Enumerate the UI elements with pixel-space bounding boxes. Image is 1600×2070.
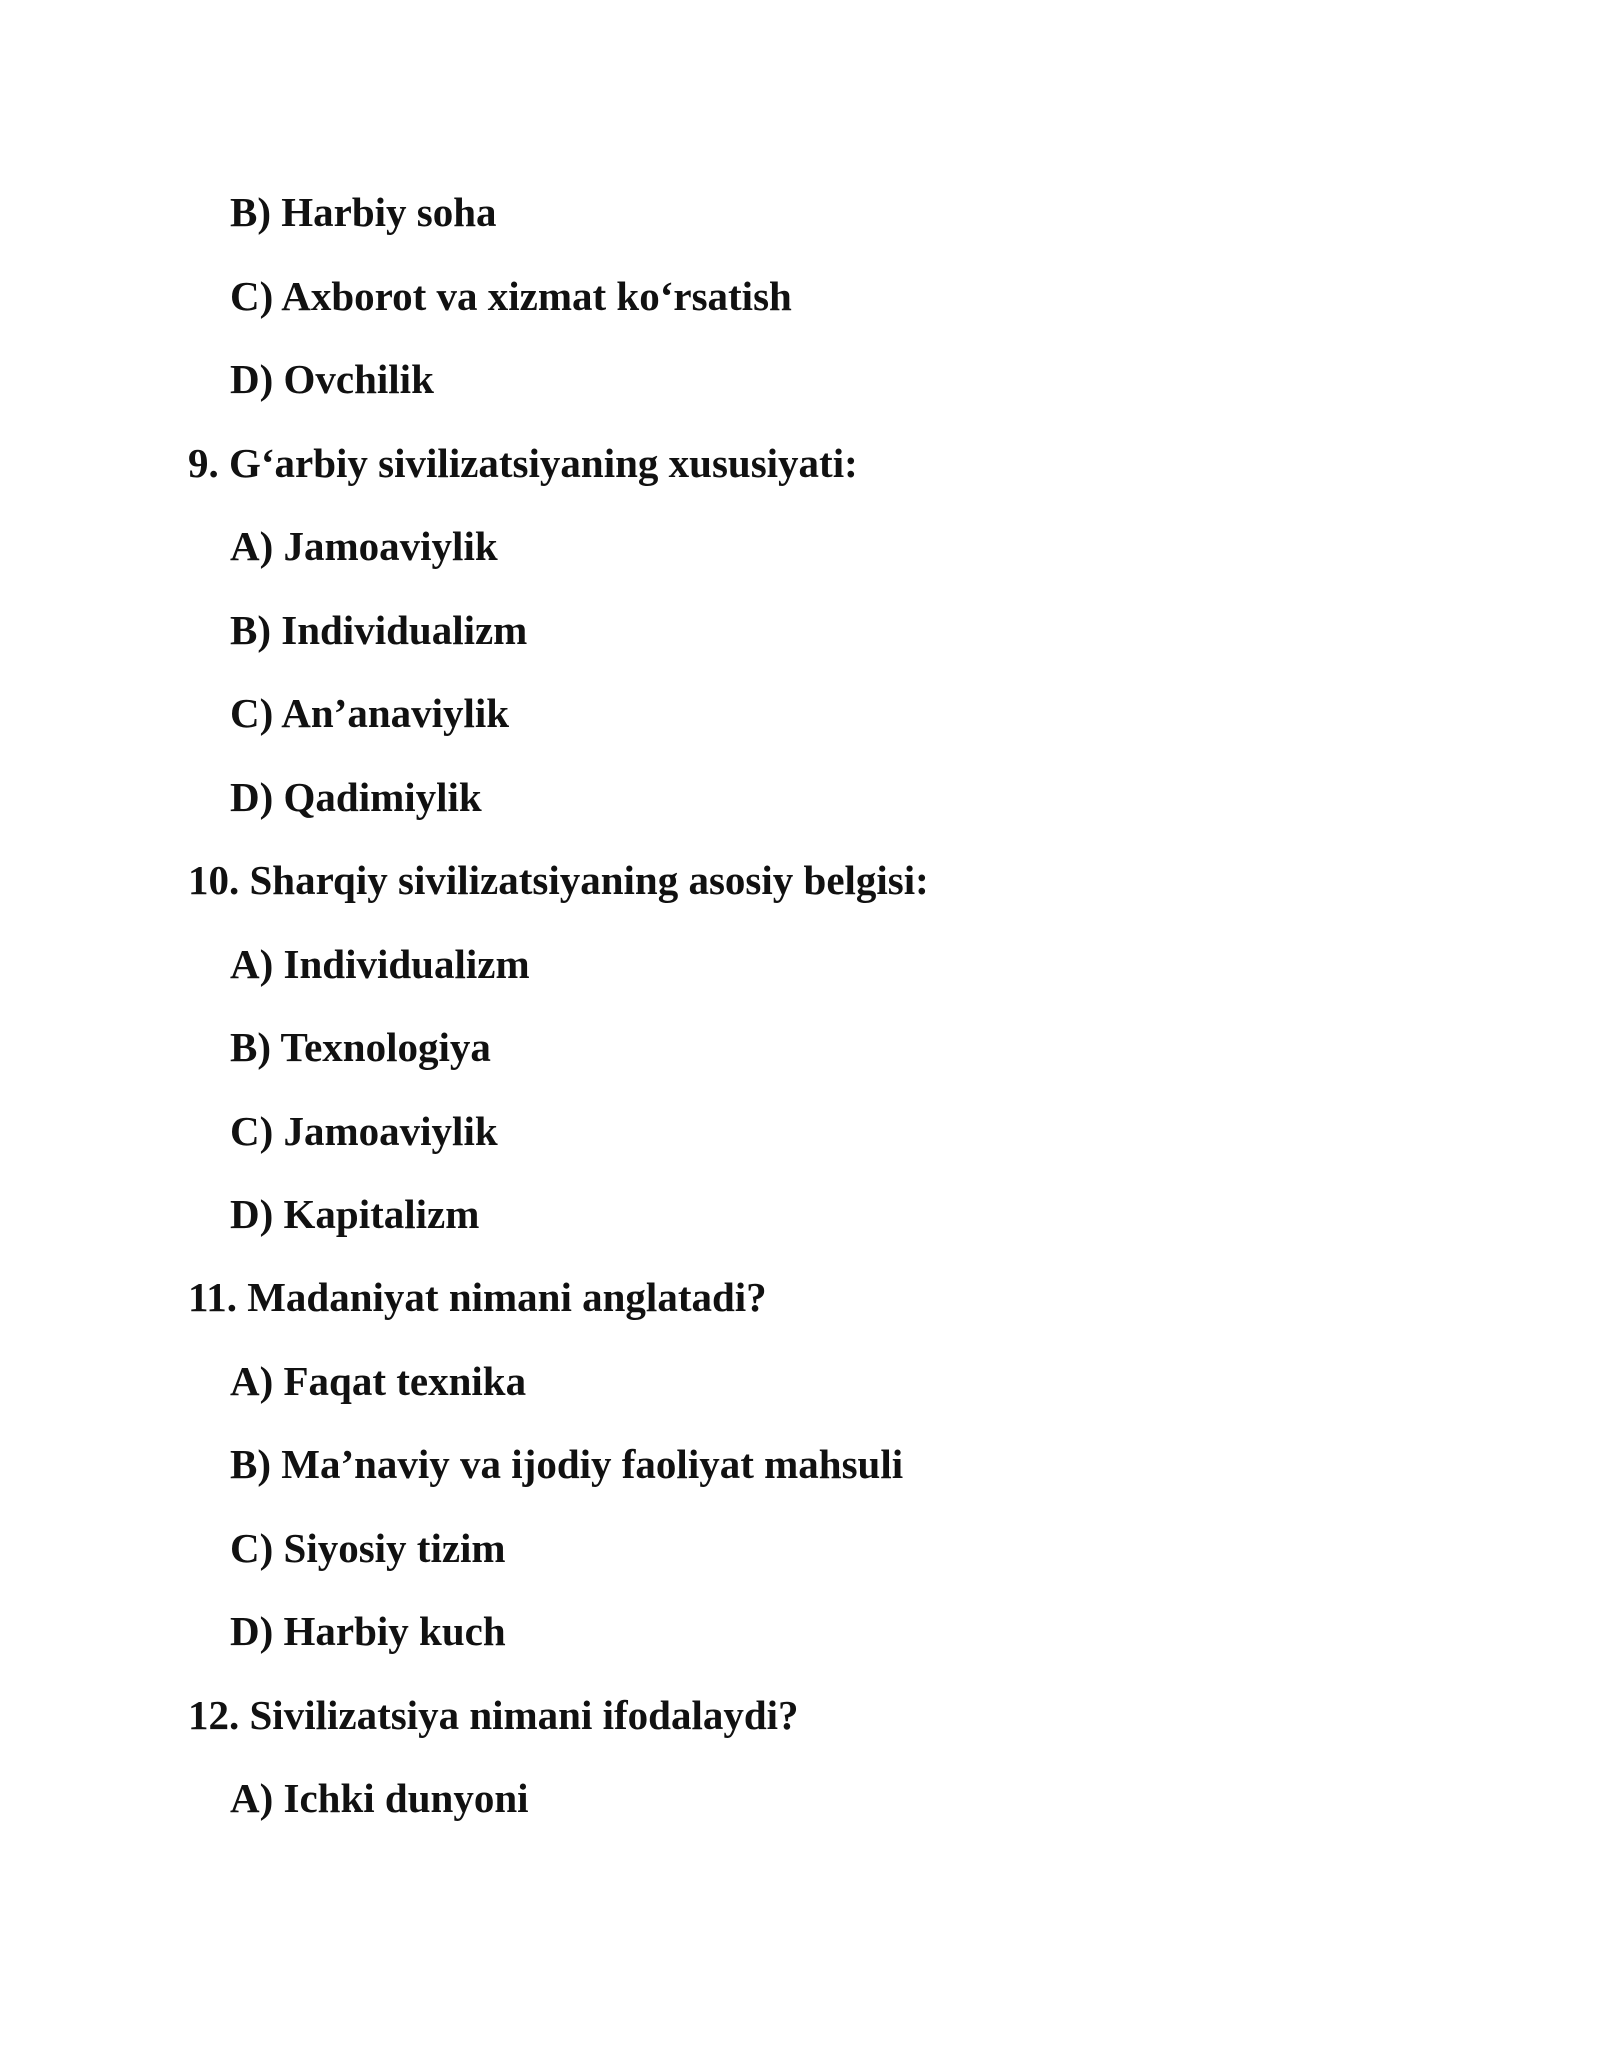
option-line: D) Harbiy kuch — [230, 1608, 506, 1654]
option-line: A) Faqat texnika — [230, 1358, 527, 1404]
option-line: D) Qadimiylik — [230, 774, 482, 820]
option-line: A) Jamoaviylik — [230, 523, 498, 569]
option-line: C) Jamoaviylik — [230, 1108, 498, 1154]
question-line: 12. Sivilizatsiya nimani ifodalaydi? — [188, 1692, 799, 1738]
option-line: C) Siyosiy tizim — [230, 1525, 506, 1571]
option-line: A) Individualizm — [230, 941, 530, 987]
option-line: D) Ovchilik — [230, 356, 434, 402]
question-line: 10. Sharqiy sivilizatsiyaning asosiy belgisi: — [188, 857, 929, 903]
option-line: C) An’anaviylik — [230, 690, 510, 736]
option-line: B) Texnologiya — [230, 1024, 491, 1070]
question-line: 11. Madaniyat nimani anglatadi? — [188, 1274, 767, 1320]
option-line: C) Axborot va xizmat ko‘rsatish — [230, 273, 792, 319]
option-line: A) Ichki dunyoni — [230, 1775, 529, 1821]
option-line: B) Individualizm — [230, 607, 528, 653]
option-line: B) Harbiy soha — [230, 189, 497, 235]
question-line: 9. G‘arbiy sivilizatsiyaning xususiyati: — [188, 440, 858, 486]
option-line: B) Ma’naviy va ijodiy faoliyat mahsuli — [230, 1441, 904, 1487]
option-line: D) Kapitalizm — [230, 1191, 480, 1237]
